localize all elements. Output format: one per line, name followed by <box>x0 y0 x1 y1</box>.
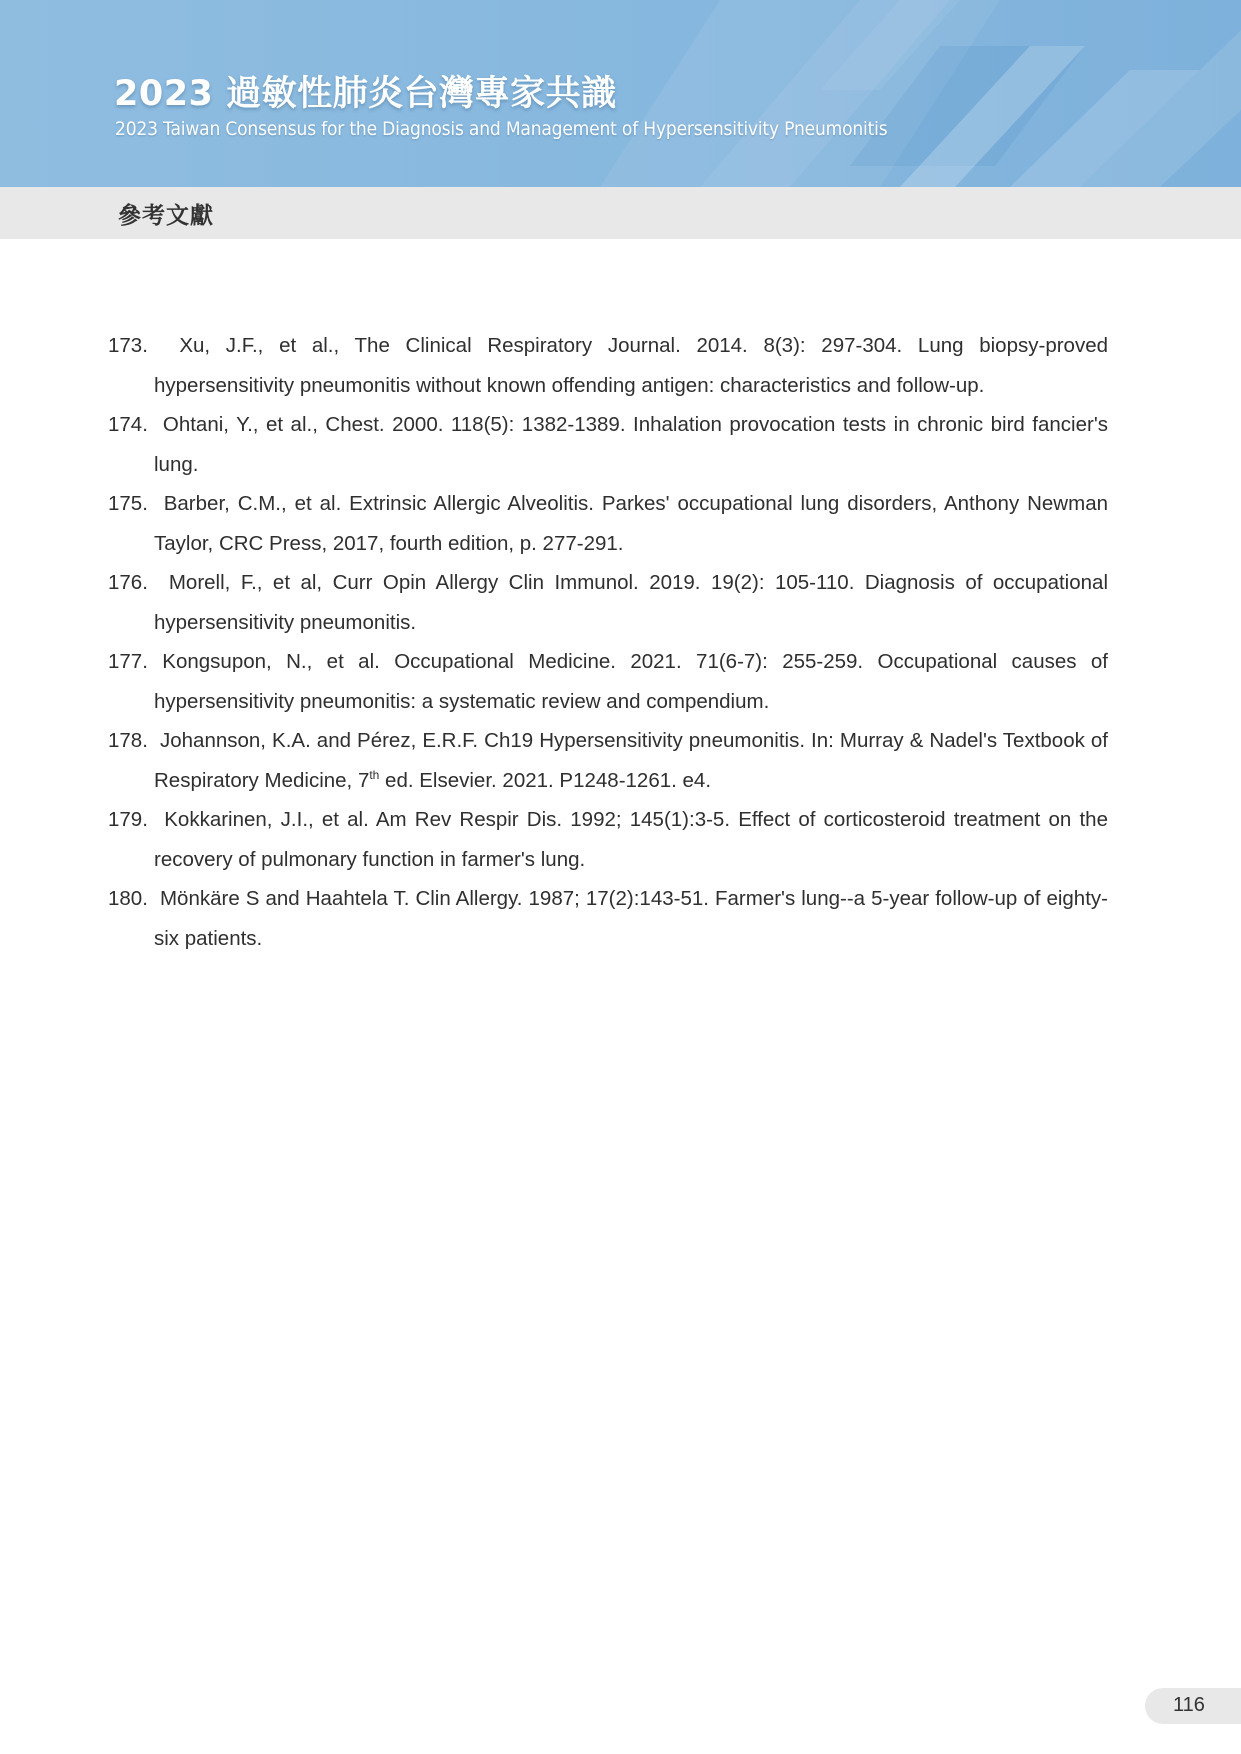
page-number-tab <box>1145 1688 1241 1724</box>
reference-item-177 <box>108 642 1108 721</box>
reference-number: 180. <box>108 887 148 910</box>
reference-text: Xu, J.F., et al., The Clinical Respiratory Journal. 2014. 8(3): 297-304. Lung biopsy-proved hypersensitivity pneumonitis without known offending antigen: characteristics and follow-up. <box>154 334 1108 397</box>
document-subtitle: 2023 Taiwan Consensus for the Diagnosis and Management of Hypersensitivity Pneumonitis <box>115 118 888 140</box>
reference-item-175 <box>108 484 1108 563</box>
reference-text: Kokkarinen, J.I., et al. Am Rev Respir Dis. 1992; 145(1):3-5. Effect of corticosteroid treatment on the recovery of pulmonary function in farmer's lung. <box>154 808 1108 871</box>
reference-text: Barber, C.M., et al. Extrinsic Allergic Alveolitis. Parkes' occupational lung disorders, Anthony Newman Taylor, CRC Press, 2017, fourth edition, p. 277-291. <box>154 492 1108 555</box>
reference-text: Morell, F., et al, Curr Opin Allergy Clin Immunol. 2019. 19(2): 105-110. Diagnosis of occupational hypersensitivity pneumonitis. <box>154 571 1108 634</box>
reference-item-176 <box>108 563 1108 642</box>
section-title: 參考文獻 <box>118 203 214 229</box>
reference-text-end: ed. Elsevier. 2021. P1248-1261. e4. <box>379 768 712 792</box>
document-title: 2023 過敏性肺炎台灣專家共識 <box>114 74 617 114</box>
reference-item-173 <box>108 326 1108 405</box>
reference-number: 177. <box>108 650 148 673</box>
section-header-bar <box>0 187 1241 239</box>
reference-item-178 <box>108 721 1108 800</box>
reference-superscript: th <box>369 767 380 782</box>
reference-text-start: Johannson, K.A. and Pérez, E.R.F. Ch19 Hypersensitivity pneumonitis. In: Murray & Nadel's Textbook of Respiratory Medicine, 7 <box>154 729 1108 792</box>
header-banner <box>0 0 1241 187</box>
page-number: 116 <box>1173 1694 1205 1716</box>
reference-number: 175. <box>108 492 148 515</box>
reference-item-179 <box>108 800 1108 879</box>
reference-text: Mönkäre S and Haahtela T. Clin Allergy. 1987; 17(2):143-51. Farmer's lung--a 5-year follow-up of eighty-six patients. <box>154 887 1108 950</box>
reference-item-174 <box>108 405 1108 484</box>
reference-list <box>108 326 1108 958</box>
reference-number: 179. <box>108 808 148 831</box>
reference-item-180 <box>108 879 1108 958</box>
reference-number: 174. <box>108 413 148 436</box>
reference-number: 173. <box>108 334 148 357</box>
reference-text: Ohtani, Y., et al., Chest. 2000. 118(5): 1382-1389. Inhalation provocation tests in chronic bird fancier's lung. <box>154 413 1108 476</box>
reference-number: 176. <box>108 571 148 594</box>
reference-number: 178. <box>108 729 148 752</box>
reference-text: Kongsupon, N., et al. Occupational Medicine. 2021. 71(6-7): 255-259. Occupational causes of hypersensitivity pneumonitis: a systematic review and compendium. <box>154 650 1108 713</box>
